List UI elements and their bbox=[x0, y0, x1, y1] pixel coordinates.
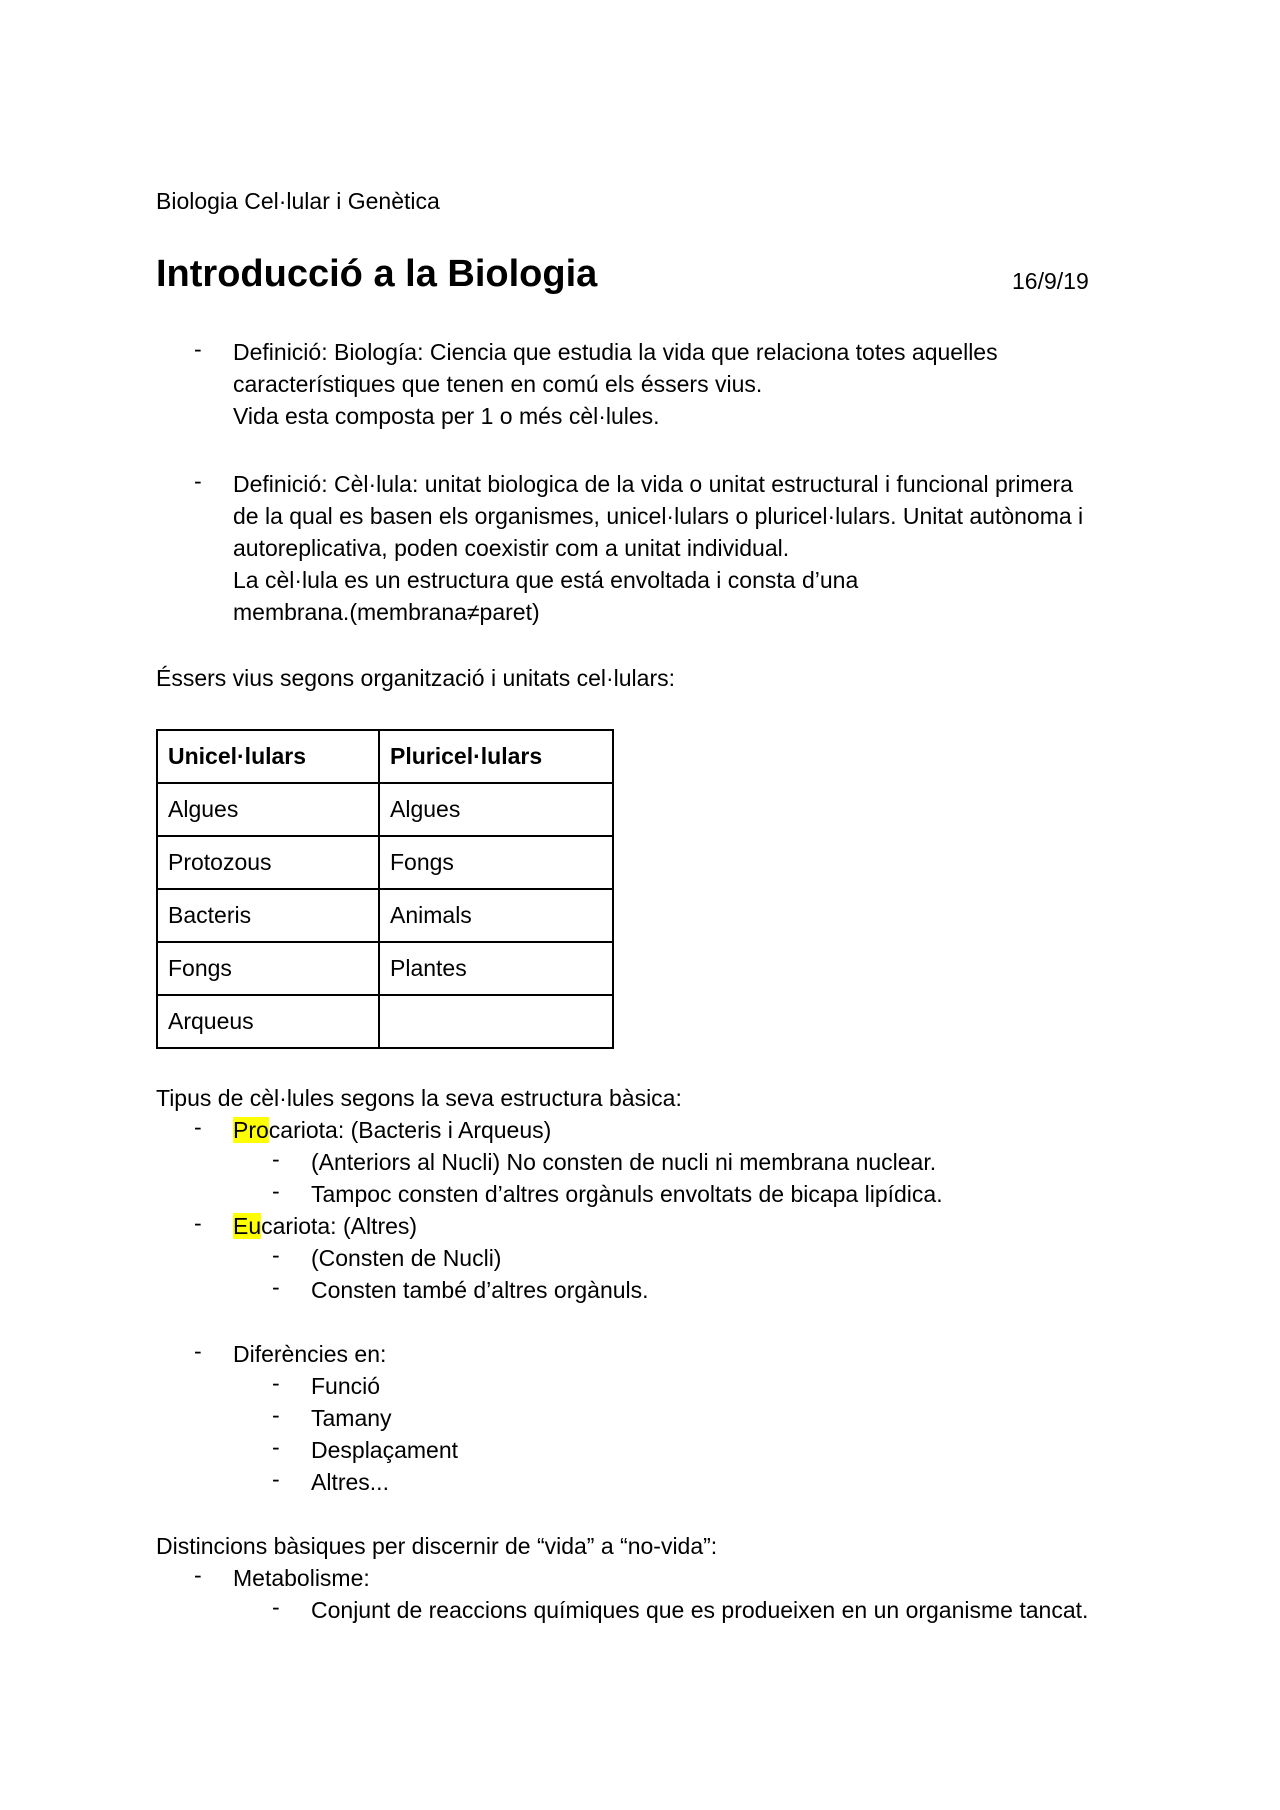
table-cell: Fongs bbox=[379, 836, 613, 889]
sub-bullet-dash: - bbox=[272, 1242, 280, 1268]
definition-line: membrana.(membrana≠paret) bbox=[233, 599, 540, 625]
sub-item: Altres... bbox=[311, 1469, 389, 1495]
definition-line: Vida esta composta per 1 o més cèl·lules. bbox=[233, 403, 660, 429]
table-cell: Fongs bbox=[157, 942, 379, 995]
table-cell: Animals bbox=[379, 889, 613, 942]
sub-bullet-dash: - bbox=[272, 1274, 280, 1300]
highlight-prefix: Eu bbox=[233, 1213, 262, 1239]
date: 16/9/19 bbox=[1012, 268, 1089, 294]
sub-bullet-dash: - bbox=[272, 1370, 280, 1396]
table-cell: Plantes bbox=[379, 942, 613, 995]
table-row bbox=[157, 995, 613, 1048]
table-row bbox=[157, 889, 613, 942]
table-cell: Algues bbox=[379, 783, 613, 836]
sub-item: Tamany bbox=[311, 1405, 392, 1431]
sub-bullet-dash: - bbox=[272, 1178, 280, 1204]
bullet-dash: - bbox=[194, 468, 202, 494]
table-cell bbox=[379, 995, 613, 1048]
definition-line: autoreplicativa, poden coexistir com a unitat individual. bbox=[233, 535, 790, 561]
sub-bullet-dash: - bbox=[272, 1434, 280, 1460]
definition-line: Definició: Biología: Ciencia que estudia la vida que relaciona totes aquelles bbox=[233, 339, 998, 365]
sub-item: (Consten de Nucli) bbox=[311, 1245, 502, 1271]
procariota-text: cariota: (Bacteris i Arqueus) bbox=[268, 1117, 552, 1143]
definition-line: La cèl·lula es un estructura que está envoltada i consta d’una bbox=[233, 567, 859, 593]
sub-item: Conjunt de reaccions químiques que es produeixen en un organisme tancat. bbox=[311, 1597, 1089, 1623]
table-row bbox=[157, 836, 613, 889]
sub-item: Consten també d’altres orgànuls. bbox=[311, 1277, 649, 1303]
metabolism-label: Metabolisme: bbox=[233, 1565, 370, 1591]
bullet-dash: - bbox=[194, 1338, 202, 1364]
table-header-cell: Pluricel·lulars bbox=[379, 730, 613, 783]
bullet-dash: - bbox=[194, 336, 202, 362]
distinctions-heading: Distincions bàsiques per discernir de “vida” a “no-vida”: bbox=[156, 1533, 718, 1559]
sub-bullet-dash: - bbox=[272, 1594, 280, 1620]
procariota-item bbox=[233, 1114, 551, 1146]
highlight-prefix: Pro bbox=[233, 1117, 269, 1143]
sub-item: Tampoc consten d’altres orgànuls envoltats de bicapa lipídica. bbox=[311, 1181, 943, 1207]
table-row bbox=[157, 942, 613, 995]
organization-heading: Éssers vius segons organització i unitats cel·lulars: bbox=[156, 665, 676, 691]
bullet-dash: - bbox=[194, 1114, 202, 1140]
table-cell: Algues bbox=[157, 783, 379, 836]
sub-item: (Anteriors al Nucli) No consten de nucli ni membrana nuclear. bbox=[311, 1149, 937, 1175]
page-title: Introducció a la Biologia bbox=[156, 253, 598, 295]
eucariota-item bbox=[233, 1210, 417, 1242]
sub-bullet-dash: - bbox=[272, 1146, 280, 1172]
eucariota-text: cariota: (Altres) bbox=[261, 1213, 418, 1239]
table-cell: Arqueus bbox=[157, 995, 379, 1048]
sub-bullet-dash: - bbox=[272, 1466, 280, 1492]
definition-line: Definició: Cèl·lula: unitat biologica de la vida o unitat estructural i funcional primera bbox=[233, 471, 1073, 497]
table-cell: Protozous bbox=[157, 836, 379, 889]
differences-label: Diferències en: bbox=[233, 1341, 387, 1367]
cell-types-heading: Tipus de cèl·lules segons la seva estructura bàsica: bbox=[156, 1085, 682, 1111]
table-header-row bbox=[157, 730, 613, 783]
definition-line: característiques que tenen en comú els éssers vius. bbox=[233, 371, 763, 397]
organization-table bbox=[156, 729, 614, 1049]
sub-bullet-dash: - bbox=[272, 1402, 280, 1428]
definition-cellula bbox=[233, 468, 1083, 628]
bullet-dash: - bbox=[194, 1210, 202, 1236]
subject-line: Biologia Cel·lular i Genètica bbox=[156, 188, 440, 214]
definition-line: de la qual es basen els organismes, unicel·lulars o pluricel·lulars. Unitat autònoma i bbox=[233, 503, 1084, 529]
table-header-cell: Unicel·lulars bbox=[157, 730, 379, 783]
bullet-dash: - bbox=[194, 1562, 202, 1588]
sub-item: Funció bbox=[311, 1373, 381, 1399]
definition-biologia bbox=[233, 336, 998, 432]
sub-item: Desplaçament bbox=[311, 1437, 459, 1463]
table-row bbox=[157, 783, 613, 836]
table-cell: Bacteris bbox=[157, 889, 379, 942]
